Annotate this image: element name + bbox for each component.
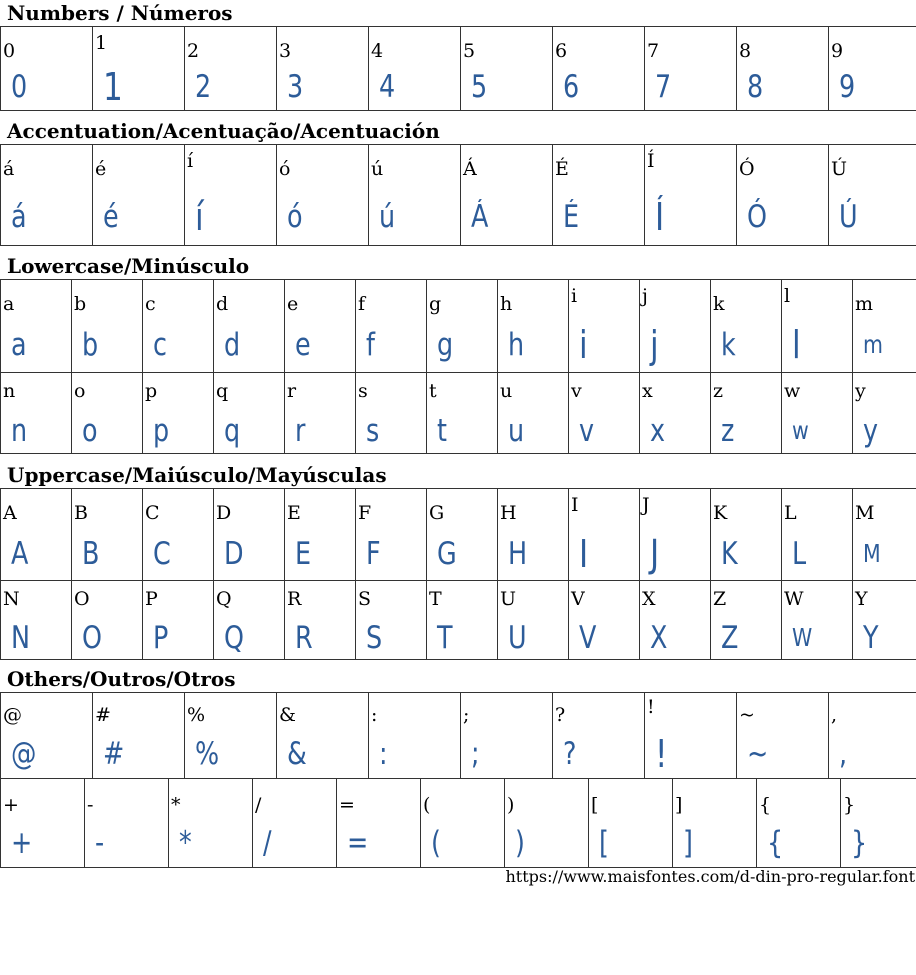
glyph-cell [72,373,143,454]
glyph-sample: # [103,736,125,772]
glyph-sample: ? [563,736,577,772]
glyph-cell [1,581,72,660]
glyph-row [1,145,916,246]
source-url: https://www.maisfontes.com/d-din-pro-regular.font [505,867,915,886]
glyph-cell [711,581,782,660]
glyph-sample: c [153,327,167,363]
glyph-cell [214,489,285,581]
glyph-sample: x [650,413,666,449]
glyph-cell [829,145,916,246]
glyph-sample: p [153,413,170,449]
glyph-label: É [555,158,569,180]
glyph-cell [427,280,498,373]
glyph-cell [640,280,711,373]
glyph-cell [737,27,829,111]
glyph-sample: - [95,825,105,861]
glyph-cell [1,489,72,581]
glyph-sample: s [366,413,380,449]
glyph-cell [737,693,829,779]
glyph-cell [356,280,427,373]
glyph-label: T [429,588,442,610]
glyph-label: v [571,380,582,402]
glyph-cell [461,27,553,111]
glyph-sample: + [11,825,33,861]
glyph-label: o [74,380,86,402]
glyph-label: 7 [647,40,660,62]
glyph-label: j [642,285,648,307]
glyph-cell [757,779,841,868]
glyph-sample: Y [863,620,879,656]
glyph-cell [461,693,553,779]
glyph-label: 3 [279,40,292,62]
glyph-cell [72,489,143,581]
glyph-sample: Q [224,620,245,656]
glyph-label: B [74,502,88,524]
glyph-cell [645,145,737,246]
glyph-sample: j [650,323,659,367]
glyph-label: U [500,588,517,610]
glyph-label: A [3,502,17,524]
glyph-cell [356,581,427,660]
glyph-sample: @ [11,736,37,772]
glyph-label: [ [591,794,599,816]
glyph-cell [369,27,461,111]
glyph-sample: ~ [747,736,769,772]
glyph-sample: é [103,199,119,235]
accents-title: Accentuation/Acentuação/Acentuación [7,119,440,143]
glyph-label: Ó [739,158,755,180]
glyph-label: ] [675,794,683,816]
glyph-sample: ] [683,825,693,861]
glyph-cell [277,27,369,111]
glyph-cell [782,280,853,373]
glyph-sample: C [153,536,171,572]
glyph-cell [93,27,185,111]
glyph-sample: D [224,536,244,572]
glyph-sample: ! [655,732,668,776]
glyph-label: + [3,794,19,816]
glyph-label: G [429,502,445,524]
glyph-label: 8 [739,40,752,62]
glyph-row [1,581,916,660]
glyph-label: ; [463,704,470,726]
glyph-label: ó [279,158,291,180]
glyph-label: X [642,588,656,610]
glyph-sample: [ [599,825,609,861]
glyph-sample: i [579,323,588,367]
glyph-label: # [95,704,111,726]
glyph-sample: , [839,736,848,772]
glyph-cell [85,779,169,868]
glyph-cell [640,373,711,454]
glyph-sample: ( [431,825,441,861]
glyph-sample: 9 [839,69,856,105]
glyph-label: g [429,293,442,315]
glyph-label: Í [647,150,655,172]
glyph-label: 2 [187,40,200,62]
glyph-cell [673,779,757,868]
glyph-label: S [358,588,372,610]
glyph-cell [169,779,253,868]
glyph-cell [143,280,214,373]
glyph-cell [853,581,916,660]
glyph-label: í [187,150,194,172]
glyph-cell [1,145,93,246]
glyph-cell [640,489,711,581]
glyph-sample: É [563,199,580,235]
glyph-sample: ; [471,736,480,772]
glyph-sample: b [82,327,99,363]
glyph-cell [829,27,916,111]
glyph-sample: ) [515,825,525,861]
glyph-label: @ [3,704,22,726]
glyph-label: * [171,794,181,816]
glyph-label: J [642,494,650,516]
glyph-cell [640,581,711,660]
glyph-cell [505,779,589,868]
glyph-label: á [3,158,15,180]
glyph-cell [829,693,916,779]
glyph-label: I [571,494,579,516]
glyph-sample: { [767,825,784,861]
glyph-cell [1,27,93,111]
glyph-label: V [571,588,585,610]
glyph-cell [356,373,427,454]
glyph-label: : [371,704,378,726]
glyph-cell [782,373,853,454]
glyph-cell [1,779,85,868]
glyph-label: h [500,293,513,315]
glyph-label: y [855,380,866,402]
glyph-sample: l [792,323,801,367]
others-title: Others/Outros/Otros [7,667,236,691]
uppercase-grid [0,488,916,660]
glyph-sample: h [508,327,525,363]
glyph-label: ~ [739,704,755,726]
glyph-sample: L [792,536,807,572]
glyph-sample: o [82,413,98,449]
glyph-cell [553,27,645,111]
glyph-label: Z [713,588,727,610]
glyph-sample: á [11,199,27,235]
glyph-sample: M [863,539,881,568]
glyph-cell [461,145,553,246]
glyph-label: D [216,502,232,524]
glyph-sample: I [579,532,589,576]
glyph-sample: P [153,620,169,656]
glyph-cell [185,693,277,779]
glyph-sample: Ú [839,199,858,235]
glyph-sample: a [11,327,27,363]
glyph-sample: / [263,825,272,861]
glyph-cell [185,27,277,111]
glyph-row [1,373,916,454]
glyph-sample: 5 [471,69,488,105]
glyph-sample: G [437,536,457,572]
glyph-sample: E [295,536,312,572]
glyph-sample: & [287,736,307,772]
glyph-cell [553,145,645,246]
glyph-label: w [784,380,801,402]
glyph-sample: J [650,532,660,576]
glyph-cell [841,779,916,868]
glyph-sample: B [82,536,100,572]
glyph-label: ! [647,696,655,718]
glyph-label: f [358,293,366,315]
glyph-sample: z [721,413,735,449]
glyph-sample: n [11,413,28,449]
glyph-cell [143,489,214,581]
glyph-sample: Ó [747,199,768,235]
glyph-sample: Z [721,620,739,656]
glyph-cell [1,373,72,454]
glyph-sample: A [11,536,29,572]
glyph-sample: 1 [103,65,123,109]
glyph-sample: 2 [195,69,212,105]
glyph-label: u [500,380,513,402]
glyph-sample: * [179,825,192,861]
glyph-cell [498,489,569,581]
numbers-title: Numbers / Números [7,1,233,25]
glyph-label: 9 [831,40,844,62]
glyph-sample: O [82,620,103,656]
glyph-sample: 8 [747,69,764,105]
glyph-label: ) [507,794,515,816]
glyph-label: Y [855,588,868,610]
glyph-cell [1,693,93,779]
glyph-cell [498,280,569,373]
numbers-grid [0,26,916,111]
glyph-sample: K [721,536,738,572]
glyph-cell [1,280,72,373]
glyph-label: z [713,380,724,402]
glyph-label: x [642,380,653,402]
glyph-cell [143,373,214,454]
glyph-label: K [713,502,728,524]
glyph-label: L [784,502,797,524]
glyph-row [1,779,916,868]
glyph-sample: w [792,416,809,445]
glyph-label: M [855,502,875,524]
glyph-sample: U [508,620,527,656]
glyph-row [1,280,916,373]
glyph-sample: 0 [11,69,28,105]
glyph-cell [93,145,185,246]
glyph-cell [214,373,285,454]
glyph-label: l [784,285,791,307]
glyph-label: 1 [95,32,108,54]
glyph-cell [711,373,782,454]
glyph-sample: 3 [287,69,304,105]
glyph-cell [369,693,461,779]
glyph-label: e [287,293,299,315]
glyph-cell [214,581,285,660]
glyph-label: P [145,588,158,610]
glyph-sample: = [347,825,369,861]
glyph-cell [645,693,737,779]
glyph-cell [253,779,337,868]
lowercase-title: Lowercase/Minúsculo [7,254,250,278]
glyph-sample: W [792,623,813,652]
glyph-cell [853,489,916,581]
glyph-sample: ú [379,199,396,235]
glyph-sample: R [295,620,313,656]
glyph-label: 6 [555,40,568,62]
glyph-label: , [831,704,838,726]
glyph-sample: g [437,327,454,363]
glyph-sample: : [379,736,388,772]
glyph-label: H [500,502,517,524]
glyph-label: = [339,794,355,816]
glyph-label: n [3,380,16,402]
glyph-label: 0 [3,40,16,62]
glyph-label: é [95,158,107,180]
glyph-label: E [287,502,301,524]
glyph-cell [427,373,498,454]
glyph-label: O [74,588,90,610]
glyph-cell [711,489,782,581]
glyph-cell [569,581,640,660]
glyph-cell [356,489,427,581]
glyph-label: & [279,704,296,726]
glyph-cell [853,280,916,373]
glyph-label: Ú [831,158,848,180]
glyph-cell [569,280,640,373]
glyph-cell [853,373,916,454]
glyph-label: { [759,794,772,816]
glyph-sample: X [650,620,668,656]
glyph-sample: q [224,413,241,449]
glyph-label: 4 [371,40,384,62]
glyph-cell [711,280,782,373]
glyph-cell [569,489,640,581]
glyph-sample: F [366,536,381,572]
glyph-sample: y [863,413,879,449]
glyph-sample: e [295,327,311,363]
glyph-cell [93,693,185,779]
glyph-sample: T [437,620,453,656]
glyph-row [1,489,916,581]
glyph-cell [285,373,356,454]
glyph-sample: Í [655,195,665,239]
glyph-label: ( [423,794,431,816]
glyph-sample: H [508,536,528,572]
glyph-label: k [713,293,725,315]
glyph-cell [737,145,829,246]
glyph-label: F [358,502,372,524]
glyph-cell [285,280,356,373]
glyph-cell [185,145,277,246]
glyph-label: b [74,293,87,315]
glyph-label: / [255,794,262,816]
glyph-cell [553,693,645,779]
glyph-cell [498,581,569,660]
accents-grid [0,144,916,246]
glyph-cell [143,581,214,660]
glyph-sample: Á [471,199,489,235]
glyph-cell [427,489,498,581]
glyph-cell [214,280,285,373]
uppercase-title: Uppercase/Maiúsculo/Mayúsculas [7,463,387,487]
glyph-label: % [187,704,206,726]
glyph-sample: r [295,413,306,449]
glyph-label: a [3,293,15,315]
glyph-label: 5 [463,40,476,62]
glyph-label: C [145,502,160,524]
glyph-label: r [287,380,297,402]
glyph-cell [498,373,569,454]
glyph-label: p [145,380,158,402]
glyph-sample: N [11,620,31,656]
glyph-label: - [87,794,94,816]
glyph-label: ? [555,704,566,726]
glyph-sample: t [437,413,447,449]
glyph-cell [782,489,853,581]
glyph-cell [369,145,461,246]
glyph-sample: d [224,327,241,363]
glyph-cell [427,581,498,660]
glyph-label: s [358,380,368,402]
glyph-sample: u [508,413,525,449]
glyph-sample: S [366,620,383,656]
glyph-label: Á [463,158,477,180]
glyph-sample: ó [287,199,303,235]
glyph-cell [337,779,421,868]
glyph-sample: V [579,620,597,656]
glyph-sample: k [721,327,736,363]
glyph-cell [277,145,369,246]
glyph-sample: m [863,330,883,359]
glyph-cell [782,581,853,660]
glyph-cell [277,693,369,779]
glyph-label: c [145,293,156,315]
glyph-label: t [429,380,437,402]
glyph-row [1,693,916,779]
glyph-cell [72,581,143,660]
glyph-cell [421,779,505,868]
glyph-cell [285,581,356,660]
glyph-sample: í [195,195,204,239]
glyph-label: d [216,293,229,315]
glyph-sample: % [195,736,220,772]
glyph-label: } [843,794,856,816]
glyph-sample: 4 [379,69,396,105]
glyph-cell [569,373,640,454]
glyph-cell [72,280,143,373]
glyph-label: N [3,588,20,610]
glyph-cell [589,779,673,868]
others-grid-2 [0,778,916,868]
glyph-sample: 7 [655,69,672,105]
others-grid-1 [0,692,916,779]
glyph-label: W [784,588,804,610]
glyph-cell [645,27,737,111]
glyph-label: ú [371,158,384,180]
glyph-label: i [571,285,578,307]
glyph-sample: } [851,825,868,861]
glyph-sample: 6 [563,69,580,105]
glyph-label: m [855,293,874,315]
glyph-label: q [216,380,229,402]
lowercase-grid [0,279,916,454]
glyph-sample: f [366,327,375,363]
glyph-label: R [287,588,302,610]
glyph-row [1,27,916,111]
glyph-label: Q [216,588,232,610]
glyph-cell [285,489,356,581]
glyph-sample: v [579,413,595,449]
